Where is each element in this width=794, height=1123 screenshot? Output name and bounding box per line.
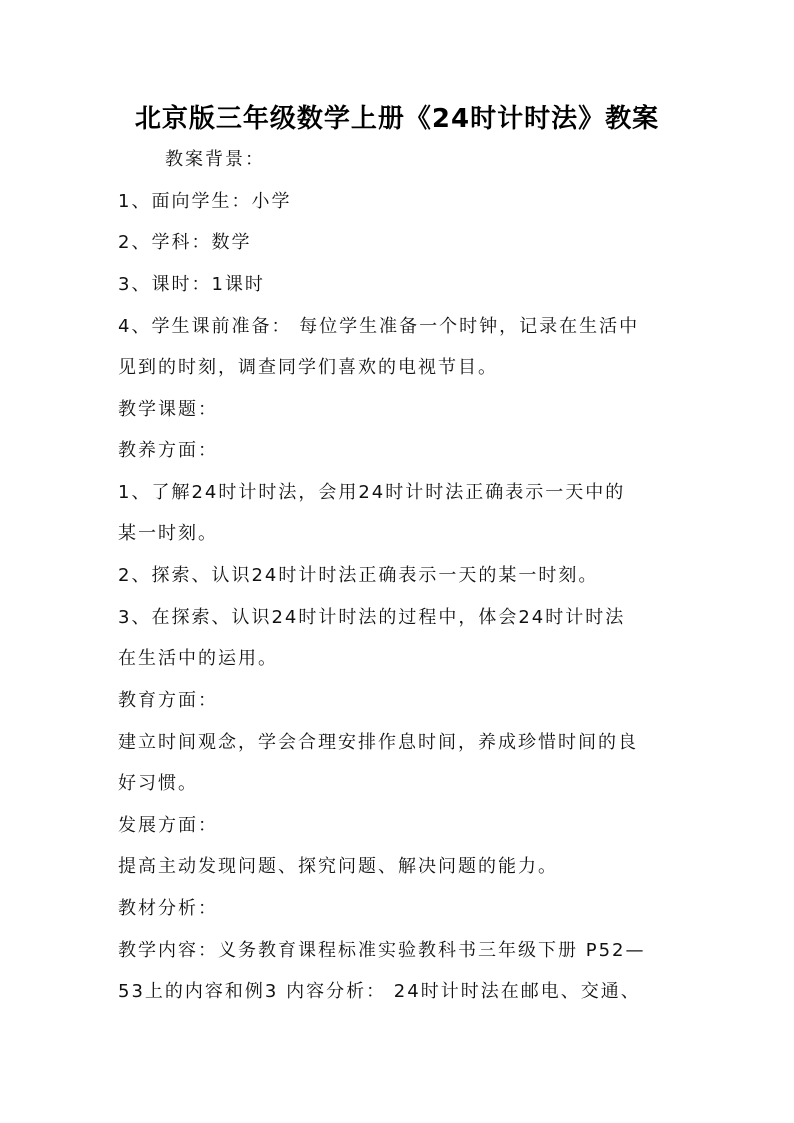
section-heading: 发展方面：: [118, 815, 218, 836]
paragraph-line: 3、在探索、认识24时计时法的过程中，体会24时计时法: [118, 607, 626, 628]
section-heading-background: 教案背景：: [165, 149, 265, 170]
paragraph-line: 在生活中的运用。: [118, 648, 278, 669]
paragraph-line: 见到的时刻，调查同学们喜欢的电视节目。: [118, 357, 498, 378]
paragraph-line: 某一时刻。: [118, 523, 218, 544]
paragraph-line: 建立时间观念，学会合理安排作息时间，养成珍惜时间的良: [118, 732, 638, 753]
paragraph-line: 1、面向学生：小学: [118, 191, 292, 212]
paragraph-line: 好习惯。: [118, 773, 198, 794]
paragraph-line: 提高主动发现问题、探究问题、解决问题的能力。: [118, 856, 558, 877]
paragraph-line: 教学内容：义务教育课程标准实验教科书三年级下册 P52—: [118, 940, 646, 961]
paragraph-line: 1、了解24时计时法，会用24时计时法正确表示一天中的: [118, 482, 626, 503]
paragraph-line: 3、课时：1课时: [118, 274, 265, 295]
paragraph-line: 53上的内容和例3 内容分析： 24时计时法在邮电、交通、: [118, 981, 641, 1002]
paragraph-line: 2、探索、认识24时计时法正确表示一天的某一时刻。: [118, 565, 599, 586]
section-heading: 教育方面：: [118, 690, 218, 711]
section-heading: 教学课题：: [118, 399, 218, 420]
section-heading: 教养方面：: [118, 440, 218, 461]
document-title: 北京版三年级数学上册《24时计时法》教案: [134, 104, 660, 134]
paragraph-line: 4、学生课前准备： 每位学生准备一个时钟，记录在生活中: [118, 316, 640, 337]
section-heading: 教材分析：: [118, 898, 218, 919]
paragraph-line: 2、学科：数学: [118, 232, 252, 253]
